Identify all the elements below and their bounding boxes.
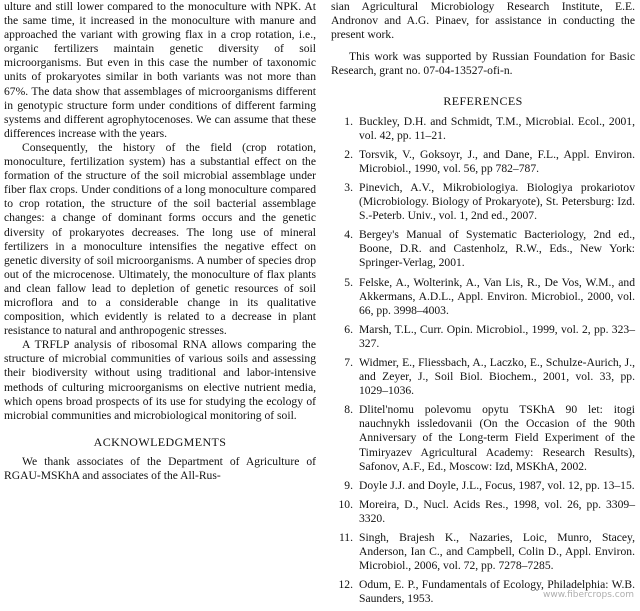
- reference-text: Odum, E. P., Fundamentals of Ecology, Philadelphia: W.B. Saunders, 1953.: [359, 578, 635, 606]
- funding-note: This work was supported by Russian Foundation for Basic Research, grant no. 07-04-13527-ofi-n.: [331, 50, 635, 78]
- references-heading: REFERENCES: [443, 94, 523, 109]
- reference-item: [331, 228, 635, 270]
- reference-item: [331, 498, 635, 526]
- right-column: [331, 0, 635, 611]
- reference-number: 11.: [338, 531, 353, 544]
- reference-text: Moreira, D., Nucl. Acids Res., 1998, vol. 26, pp. 3309–3320.: [359, 497, 635, 525]
- reference-number: 2.: [344, 147, 353, 161]
- reference-number: 5.: [344, 275, 353, 289]
- reference-text: Doyle J.J. and Doyle, J.L., Focus, 1987, vol. 12, pp. 13–15.: [359, 478, 635, 492]
- reference-item: [331, 148, 635, 176]
- body-paragraph: ulture and still lower compared to the monoculture with NPK. At the same time, it increased in the monoculture with manure and approached the variant with growing flax in a crop rotation, i.e., organic fertilizers maintain genetic diversity of soil microorganisms. But even in this case the number of taxonomic units of prokaryotes similar in both variants was not more than 67%. The data show that assemblages of microorganisms different in genotypic structure form under conditions of different farming systems and different agrophytocenoses. We can assume that these differences increase with the years.: [4, 0, 316, 140]
- reference-item: [331, 276, 635, 318]
- reference-item: [331, 403, 635, 473]
- reference-number: 1.: [344, 114, 353, 128]
- reference-text: Pinevich, A.V., Mikrobiologiya. Biologiya prokariotov (Microbiology. Biology of Prokaryote), St. Petersburg: Izd. S.-Peterb. Univ., vol. 1, 2nd ed., 2007.: [359, 180, 635, 223]
- reference-number: 3.: [344, 180, 353, 194]
- reference-text: Felske, A., Wolterink, A., Van Lis, R., De Vos, W.M., and Akkermans, A.D.L., Appl. Environ. Microbiol., 2000, vol. 66, pp. 3998–4003.: [359, 275, 635, 317]
- reference-item: [331, 356, 635, 398]
- reference-item: [331, 115, 635, 143]
- reference-number: 9.: [344, 478, 353, 492]
- reference-item: [331, 479, 635, 493]
- reference-list: [331, 115, 635, 607]
- reference-number: 7.: [344, 355, 353, 369]
- reference-number: 8.: [344, 403, 353, 417]
- left-column: [4, 0, 316, 483]
- reference-text: Singh, Brajesh K., Nazaries, Loic, Munro, Stacey, Anderson, Ian C., and Campbell, Colin D., Appl. Environ. Microbiol., 2006, vol. 72, pp. 7278–7285.: [359, 531, 635, 573]
- acknowledgments-continued: sian Agricultural Microbiology Research Institute, E.E. Andronov and A.G. Pinaev, for assistance in conducting the present work.: [331, 0, 635, 42]
- reference-item: [331, 531, 635, 573]
- reference-text: Marsh, T.L., Curr. Opin. Microbiol., 1999, vol. 2, pp. 323–327.: [359, 322, 635, 350]
- reference-item: [331, 181, 635, 223]
- body-paragraph: A TRFLP analysis of ribosomal RNA allows comparing the structure of microbial communities of various soils and assessing their biodiversity without using traditional and labor-intensive methods of culturing microorganisms on elective nutrient media, which opens broad prospects of its use for studying the ecology of microbial communities and microbiological monitoring of soil.: [4, 338, 316, 422]
- watermark: www.fibercrops.com: [543, 590, 634, 600]
- reference-number: 12.: [338, 578, 353, 592]
- acknowledgments-text: We thank associates of the Department of Agriculture of RGAU-MSKhA and associates of the All-Rus-: [4, 454, 316, 482]
- reference-number: 4.: [344, 228, 353, 242]
- body-paragraph: Consequently, the history of the field (crop rotation, monoculture, fertilization system) has a substantial effect on the formation of the structure of the soil microbial assemblage under fiber flax crops. Under conditions of a long monoculture compared to crop rotation, the structure of the soil bacterial assemblage changes: a change of dominant forms occurs and the genetic diversity of prokaryotes decreases. The long use of mineral fertilizers in a monoculture intensifies the negative effect on genetic diversity of soil microorganisms. A number of species drop out of the microcenose. Ultimately, the monoculture of flax plants and clean fallow lead to depletion of genetic resources of soil microflora and to a considerable change in its qualitative composition, which evidently is related to a decrease in plant resistance to natural and anthropogenic stresses.: [4, 140, 316, 338]
- reference-text: Torsvik, V., Goksoyr, J., and Dane, F.L., Appl. Environ. Microbiol., 1990, vol. 56, pp 782–787.: [359, 147, 635, 175]
- reference-number: 6.: [344, 322, 353, 336]
- reference-text: Bergey's Manual of Systematic Bacteriology, 2nd ed., Boone, D.R. and Castenholz, R.W., Eds., New York: Springer-Verlag, 2001.: [359, 228, 635, 270]
- reference-number: 10.: [338, 497, 353, 511]
- reference-text: Widmer, E., Fliessbach, A., Laczko, E., Schulze-Aurich, J., and Zeyer, J., Soil Biol. Biochem., 2001, vol. 33, pp. 1029–1036.: [359, 355, 635, 398]
- reference-item: [331, 323, 635, 351]
- reference-text: Dlitel'nomu polevomu opytu TSKhA 90 let: itogi nauchnykh issledovanii (On the Occasion of the 90th Anniversary of the Long-term Field Experiment of the Timiryazev Agricultural Academy: Research Results), Safonov, A.F., Ed., Moscow: Izd, MSKhA, 2002.: [359, 403, 635, 473]
- acknowledgments-heading: ACKNOWLEDGMENTS: [93, 434, 227, 449]
- reference-text: Buckley, D.H. and Schmidt, T.M., Microbial. Ecol., 2001, vol. 42, pp. 11–21.: [359, 114, 635, 142]
